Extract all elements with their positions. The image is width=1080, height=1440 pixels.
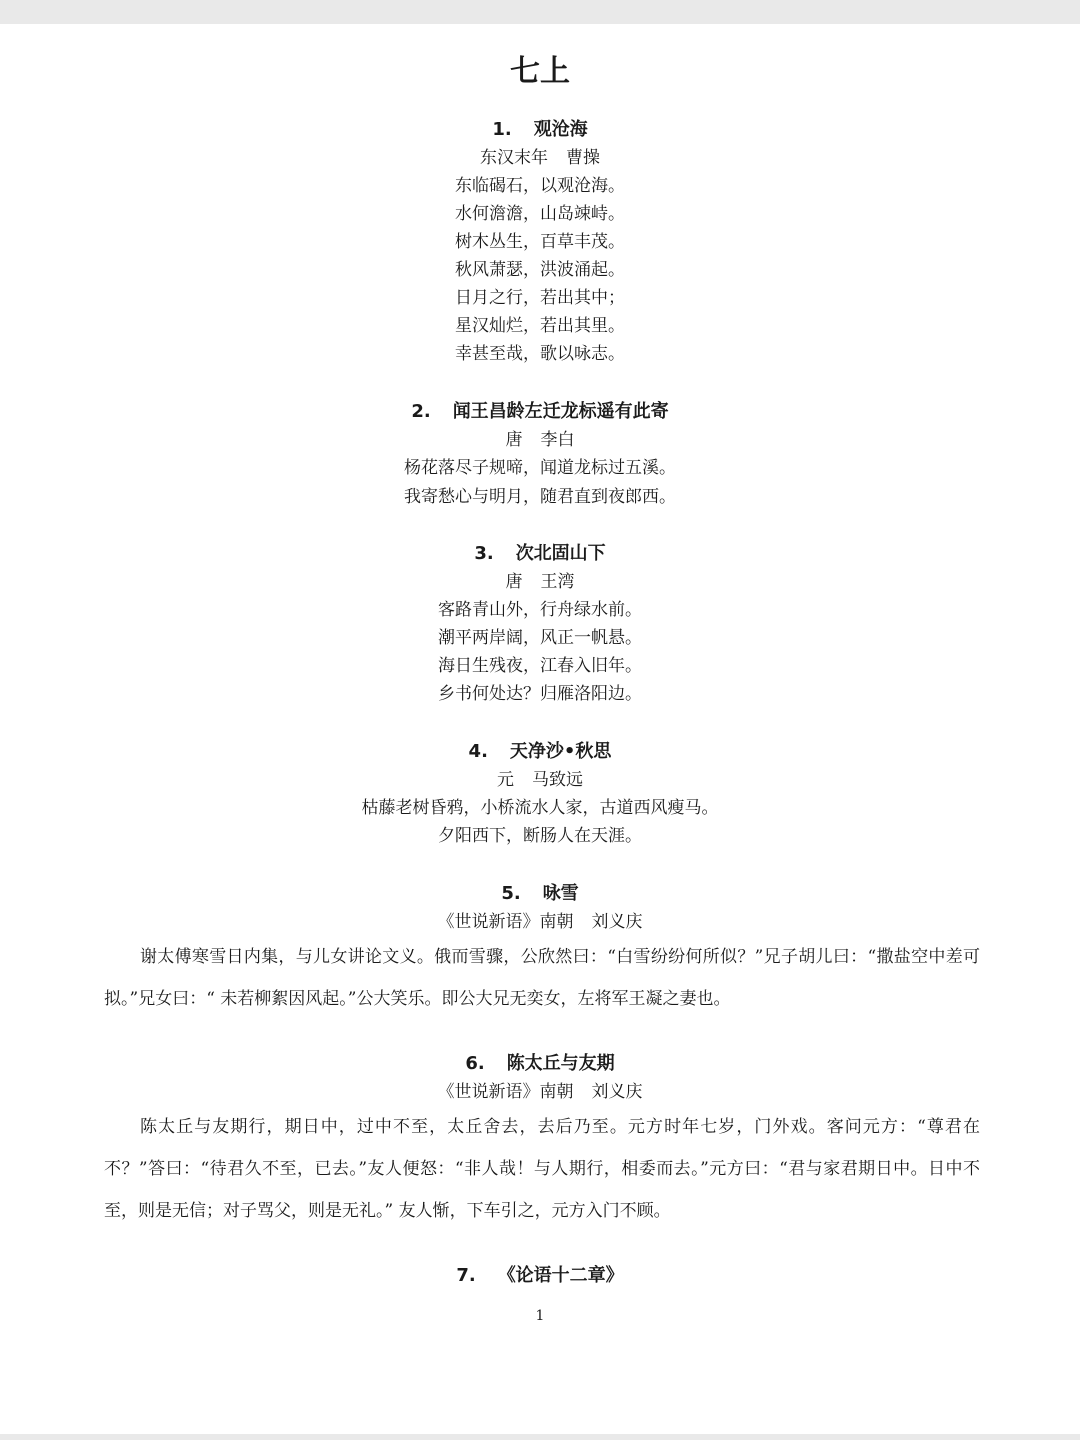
section-number: 1.	[492, 119, 512, 140]
author-source: 《世说新语》南朝	[437, 912, 574, 932]
author-name: 曹操	[566, 148, 600, 168]
poem-line: 枯藤老树昏鸦，小桥流水人家，古道西风瘦马。	[361, 798, 719, 818]
author-source: 《世说新语》南朝	[437, 1082, 574, 1102]
poem-line: 海日生残夜，江春入旧年。	[438, 656, 642, 676]
poem-title: 观沧海	[533, 119, 588, 140]
author-era: 东汉末年	[480, 148, 548, 168]
poem-author	[0, 568, 1080, 596]
poem-line: 水何澹澹，山岛竦峙。	[455, 204, 625, 224]
poem-line: 星汉灿烂，若出其里。	[455, 316, 625, 336]
poem-title: 次北固山下	[515, 543, 606, 564]
poem-title: 闻王昌龄左迁龙标遥有此寄	[452, 401, 669, 422]
prose-heading	[0, 880, 1080, 908]
author-name: 刘义庆	[591, 912, 643, 932]
poem-heading	[0, 540, 1080, 568]
section-title: 《论语十二章》	[497, 1265, 624, 1286]
section-heading	[0, 1262, 1080, 1290]
poem-title: 天净沙•秋思	[509, 741, 612, 762]
poem-line: 乡书何处达？归雁洛阳边。	[438, 684, 642, 704]
poem-line: 树木丛生，百草丰茂。	[455, 232, 625, 252]
poem-author	[0, 426, 1080, 454]
prose-title: 咏雪	[542, 883, 579, 904]
prose-title: 陈太丘与友期	[506, 1053, 615, 1074]
author-era: 元	[497, 770, 514, 790]
page-title: 七上	[510, 54, 570, 89]
poem-line: 杨花落尽子规啼，闻道龙标过五溪。	[404, 458, 676, 478]
poem-line: 我寄愁心与明月，随君直到夜郎西。	[404, 487, 676, 507]
poem-line: 幸甚至哉，歌以咏志。	[455, 344, 625, 364]
section-number: 3.	[474, 543, 494, 564]
section-number: 6.	[465, 1053, 485, 1074]
poem-line: 日月之行，若出其中；	[455, 288, 625, 308]
poem-line: 夕阳西下，断肠人在天涯。	[438, 826, 642, 846]
poem-line: 客路青山外，行舟绿水前。	[438, 600, 642, 620]
author-name: 马致远	[532, 770, 583, 790]
poem-line: 秋风萧瑟，洪波涌起。	[455, 260, 625, 280]
prose-paragraph: 谢太傅寒雪日内集，与儿女讲论文义。俄而雪骤，公欣然曰：“白雪纷纷何所似？”兄子胡儿曰：“撒盐空中差可拟。”兄女曰：“ 未若柳絮因风起。”公大笑乐。即公大兄无奕女，左将军王凝之妻也。	[104, 947, 980, 1009]
prose-author	[0, 908, 1080, 936]
author-name: 王湾	[540, 572, 575, 592]
section-number: 4.	[468, 741, 488, 762]
author-era: 唐	[505, 572, 523, 592]
poem-heading	[0, 398, 1080, 426]
page-number: 1	[535, 1308, 545, 1324]
author-name: 刘义庆	[591, 1082, 643, 1102]
document-page	[0, 24, 1080, 1434]
author-era: 唐	[505, 430, 523, 450]
prose-heading	[0, 1050, 1080, 1078]
section-number: 7.	[456, 1265, 476, 1286]
author-name: 李白	[540, 430, 575, 450]
poem-heading	[0, 738, 1080, 766]
poem-author	[0, 144, 1080, 172]
prose-paragraph: 陈太丘与友期行，期日中，过中不至，太丘舍去，去后乃至。元方时年七岁，门外戏。客问元方：“尊君在不？”答曰：“待君久不至，已去。”友人便怒：“非人哉！与人期行，相委而去。”元方曰：“君与家君期日中。日中不至，则是无信；对子骂父，则是无礼。” 友人惭，下车引之，元方入门不顾。	[104, 1117, 980, 1221]
poem-line: 东临碣石，以观沧海。	[455, 176, 625, 196]
section-number: 5.	[501, 883, 521, 904]
poem-author	[0, 766, 1080, 794]
poem-line: 潮平两岸阔，风正一帆悬。	[438, 628, 642, 648]
section-number: 2.	[411, 401, 431, 422]
poem-heading	[0, 116, 1080, 144]
prose-author	[0, 1078, 1080, 1106]
